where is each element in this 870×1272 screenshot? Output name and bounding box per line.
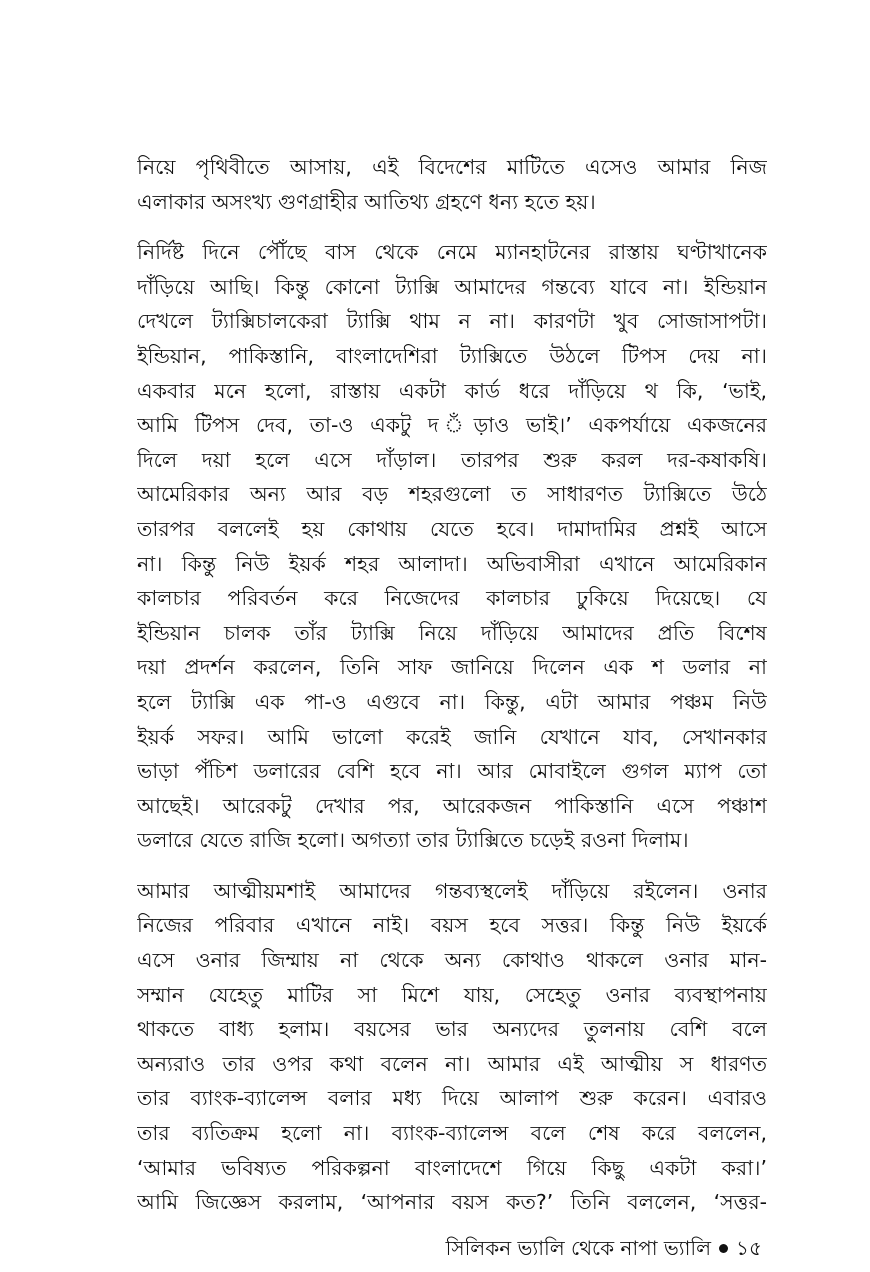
text-line: তার ব্যাংক-ব্যালেন্স বলার মধ্য দিয়ে আলাপ শুরু করেন। এবারও bbox=[137, 1086, 767, 1111]
page-number: ১৫ bbox=[736, 1236, 762, 1260]
text-line: একবার মনে হলো, রাস্তায় একটা কার্ড ধরে দাঁড়িয়ে থ কি, ‘ভাই, bbox=[137, 378, 767, 403]
text-line: কালচার পরিবর্তন করে নিজেদের কালচার ঢুকিয়ে দিয়েছে। যে bbox=[137, 586, 767, 611]
text-line: নিয়ে পৃথিবীতে আসায়, এই বিদেশের মাটিতে এসেও আমার নিজ bbox=[137, 155, 767, 179]
text-line: ‘আমার ভবিষ্যত পরিকল্পনা বাংলাদেশে গিয়ে কিছু একটা করা।’ bbox=[137, 1155, 767, 1180]
text-line: দিলে দয়া হলে এসে দাঁড়াল। তারপর শুরু করল দর-কষাকষি। bbox=[137, 447, 767, 472]
text-line: তারপর বললেই হয় কোথায় যেতে হবে। দামাদামির প্রশ্নই আসে bbox=[137, 516, 767, 541]
text-line: আমার আত্মীয়মশাই আমাদের গন্তব্যস্থলেই দাঁড়িয়ে রইলেন। ওনার bbox=[137, 878, 767, 903]
text-line: আছেই। আরেকটু দেখার পর, আরেকজন পাকিস্তানি এসে পঞ্চাশ bbox=[137, 793, 767, 818]
bullet-separator bbox=[719, 1244, 728, 1253]
text-line: দয়া প্রদর্শন করলেন, তিনি সাফ জানিয়ে দিলেন এক শ ডলার না bbox=[137, 655, 767, 680]
text-line: এসে ওনার জিম্মায় না থেকে অন্য কোথাও থাকলে ওনার মান- bbox=[137, 948, 767, 973]
text-line: অন্যরাও তার ওপর কথা বলেন না। আমার এই আত্মীয় স ধারণত bbox=[137, 1051, 767, 1076]
text-line: সম্মান যেহেতু মাটির সা মিশে যায়, সেহেতু ওনার ব্যবস্থাপনায় bbox=[137, 982, 767, 1007]
text-line: নিজের পরিবার এখানে নাই। বয়স হবে সত্তর। কিন্তু নিউ ইয়র্কে bbox=[137, 913, 767, 938]
page-footer bbox=[446, 1234, 762, 1262]
paragraph-2 bbox=[137, 235, 767, 858]
text-line: এলাকার অসংখ্য গুণগ্রাহীর আতিথ্য গ্রহণে ধন্য হতে হয়। bbox=[137, 189, 596, 214]
text-line: না। কিন্তু নিউ ইয়র্ক শহর আলাদা। অভিবাসীরা এখানে আমেরিকান bbox=[137, 551, 767, 576]
text-line: তার ব্যতিক্রম হলো না। ব্যাংক-ব্যালেন্স বলে শেষ করে বললেন, bbox=[137, 1121, 767, 1146]
body-text bbox=[137, 150, 767, 1236]
paragraph-1 bbox=[137, 150, 767, 219]
text-line: আমি জিজ্ঞেস করলাম, ‘আপনার বয়স কত?’ তিনি বললেন, ‘সত্তর- bbox=[137, 1190, 767, 1215]
paragraph-3 bbox=[137, 874, 767, 1220]
text-line: আমি টিপস দেব, তা-ও একটু দ ঁড়াও ভাই।’ একপর্যায়ে একজনের bbox=[137, 413, 767, 438]
running-title: সিলিকন ভ্যালি থেকে নাপা ভ্যালি bbox=[445, 1236, 712, 1260]
text-line: ইন্ডিয়ান, পাকিস্তানি, বাংলাদেশিরা ট্যাক্সিতে উঠলে টিপস দেয় না। bbox=[137, 343, 767, 368]
text-line: নির্দিষ্ট দিনে পৌঁছে বাস থেকে নেমে ম্যানহাটনের রাস্তায় ঘণ্টাখানেক bbox=[137, 240, 767, 265]
text-line: আমেরিকার অন্য আর বড় শহরগুলো ত সাধারণত ট্যাক্সিতে উঠে bbox=[137, 482, 767, 507]
text-line: দেখলে ট্যাক্সিচালকেরা ট্যাক্সি থাম ন না। কারণটা খুব সোজাসাপটা। bbox=[137, 309, 767, 334]
text-line: ইন্ডিয়ান চালক তাঁর ট্যাক্সি নিয়ে দাঁড়িয়ে আমাদের প্রতি বিশেষ bbox=[137, 620, 767, 645]
text-line: দাঁড়িয়ে আছি। কিন্তু কোনো ট্যাক্সি আমাদের গন্তব্যে যাবে না। ইন্ডিয়ান bbox=[137, 274, 767, 299]
text-line: হলে ট্যাক্সি এক পা-ও এগুবে না। কিন্তু, এটা আমার পঞ্চম নিউ bbox=[137, 689, 767, 714]
text-line: ডলারে যেতে রাজি হলো। অগত্যা তার ট্যাক্সিতে চড়েই রওনা দিলাম। bbox=[137, 828, 689, 853]
text-line: থাকতে বাধ্য হলাম। বয়সের ভার অন্যদের তুলনায় বেশি বলে bbox=[137, 1017, 767, 1042]
text-line: ইয়র্ক সফর। আমি ভালো করেই জানি যেখানে যাব, সেখানকার bbox=[137, 724, 767, 749]
text-line: ভাড়া পঁচিশ ডলারের বেশি হবে না। আর মোবাইলে গুগল ম্যাপ তো bbox=[137, 759, 767, 784]
